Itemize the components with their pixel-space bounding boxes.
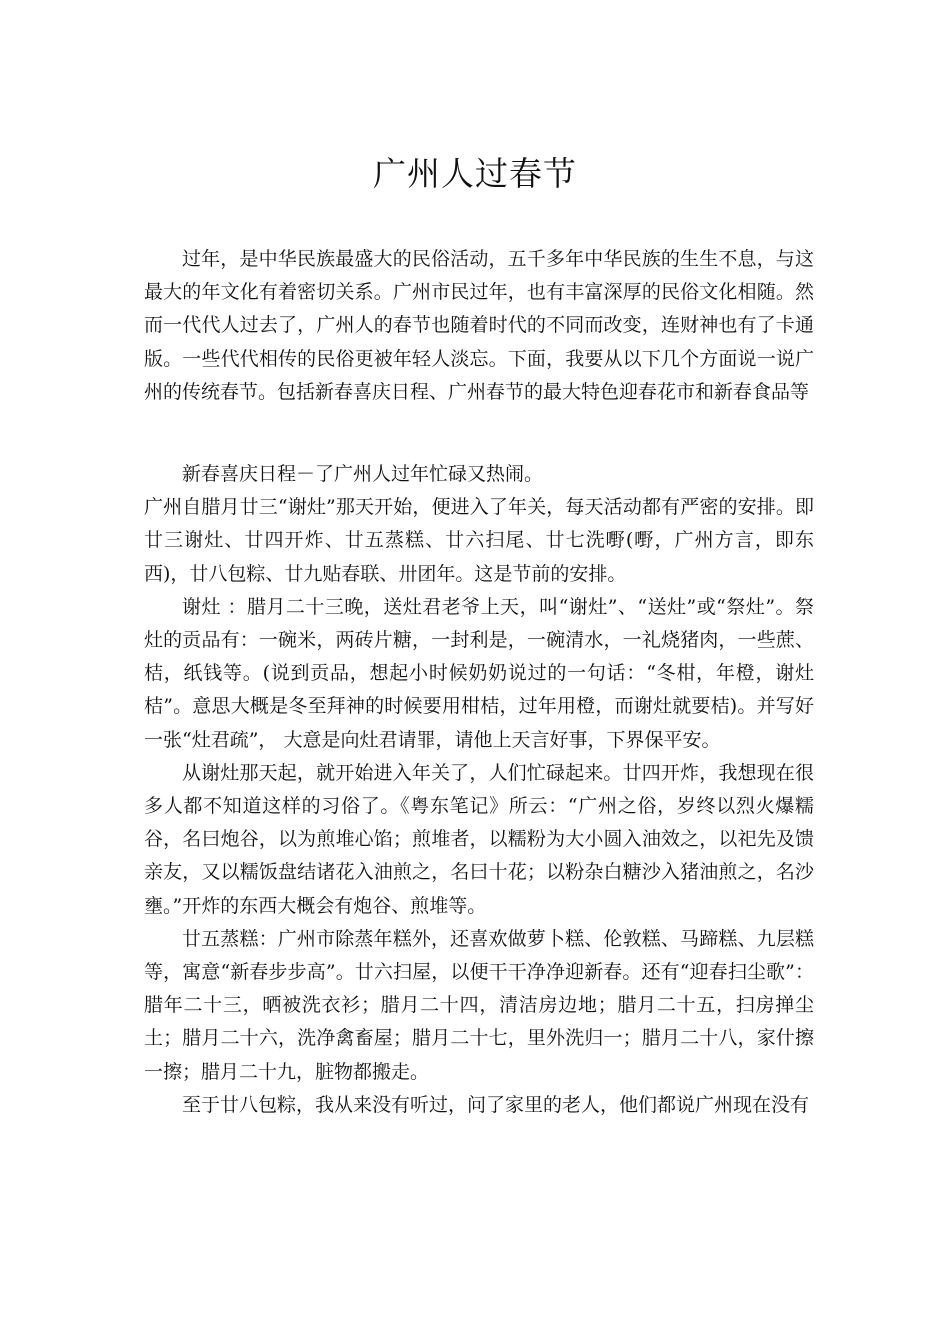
section-heading: 新春喜庆日程－了广州人过年忙碌又热闹。 [182, 463, 544, 486]
paragraph-baozong: 至于廿八包粽，我从来没有听过，问了家里的老人，他们都说广州现在没有 [182, 1093, 810, 1116]
document-body [144, 243, 814, 1122]
paragraph-intro: 过年，是中华民族最盛大的民俗活动，五千多年中华民族的生生不息，与这最大的年文化有着密切关系。广州市民过年，也有丰富深厚的民俗文化相随。然而一代代人过去了，广州人的春节也随着时代的不同而改变，连财神也有了卡通版。一些代代相传的民俗更被年轻人淡忘。下面，我要从以下几个方面说一说广州的传统春节。包括新春喜庆日程、广州春节的最大特色迎春花市和新春食品等 [144, 248, 814, 403]
paragraph-xiezao: 谢灶 ：腊月二十三晚，送灶君老爷上天，叫“谢灶”、“送灶”或“祭灶”。祭灶的贡品有：一碗米，两砖片糖，一封利是，一碗清水，一礼烧猪肉，一些蔗、桔，纸钱等。(说到贡品，想起小时候奶奶说过的一句话：“冬柑，年橙，谢灶桔”。意思大概是冬至拜神的时候要用柑桔，过年用橙，而谢灶就要桔)。并写好一张“灶君疏”， 大意是向灶君请罪，请他上天言好事，下界保平安。 [144, 595, 814, 751]
paragraph-zhenggao: 廿五蒸糕：广州市除蒸年糕外，还喜欢做萝卜糕、伦敦糕、马蹄糕、九层糕等，寓意“新春步步高”。廿六扫屋，以便干干净净迎新春。还有“迎春扫尘歌”：腊年二十三，晒被洗衣衫；腊月二十四，清洁房边地；腊月二十五，扫房掸尘土；腊月二十六，洗净禽畜屋；腊月二十七，里外洗归一；腊月二十八，家什擦一擦；腊月二十九，脏物都搬走。 [144, 927, 814, 1083]
paragraph-schedule: 广州自腊月廿三“谢灶”那天开始，便进入了年关，每天活动都有严密的安排。即廿三谢灶、廿四开炸、廿五蒸糕、廿六扫尾、廿七洗嘢(嘢，广州方言，即东西)，廿八包粽、廿九贴春联、卅团年。这是节前的安排。 [144, 496, 814, 585]
paragraph-kaizha: 从谢灶那天起，就开始进入年关了，人们忙碌起来。廿四开炸，我想现在很多人都不知道这样的习俗了。《粤东笔记》所云：“广州之俗，岁终以烈火爆糯谷，名曰炮谷，以为煎堆心馅；煎堆者，以糯粉为大小圆入油效之，以祀先及馈亲友，又以糯饭盘结诸花入油煎之，名曰十花；以粉杂白糖沙入猪油煎之，名沙壅。”开炸的东西大概会有炮谷、煎堆等。 [144, 761, 814, 917]
document-title: 广州人过春节 [373, 154, 577, 193]
paragraph-gap [144, 409, 814, 458]
